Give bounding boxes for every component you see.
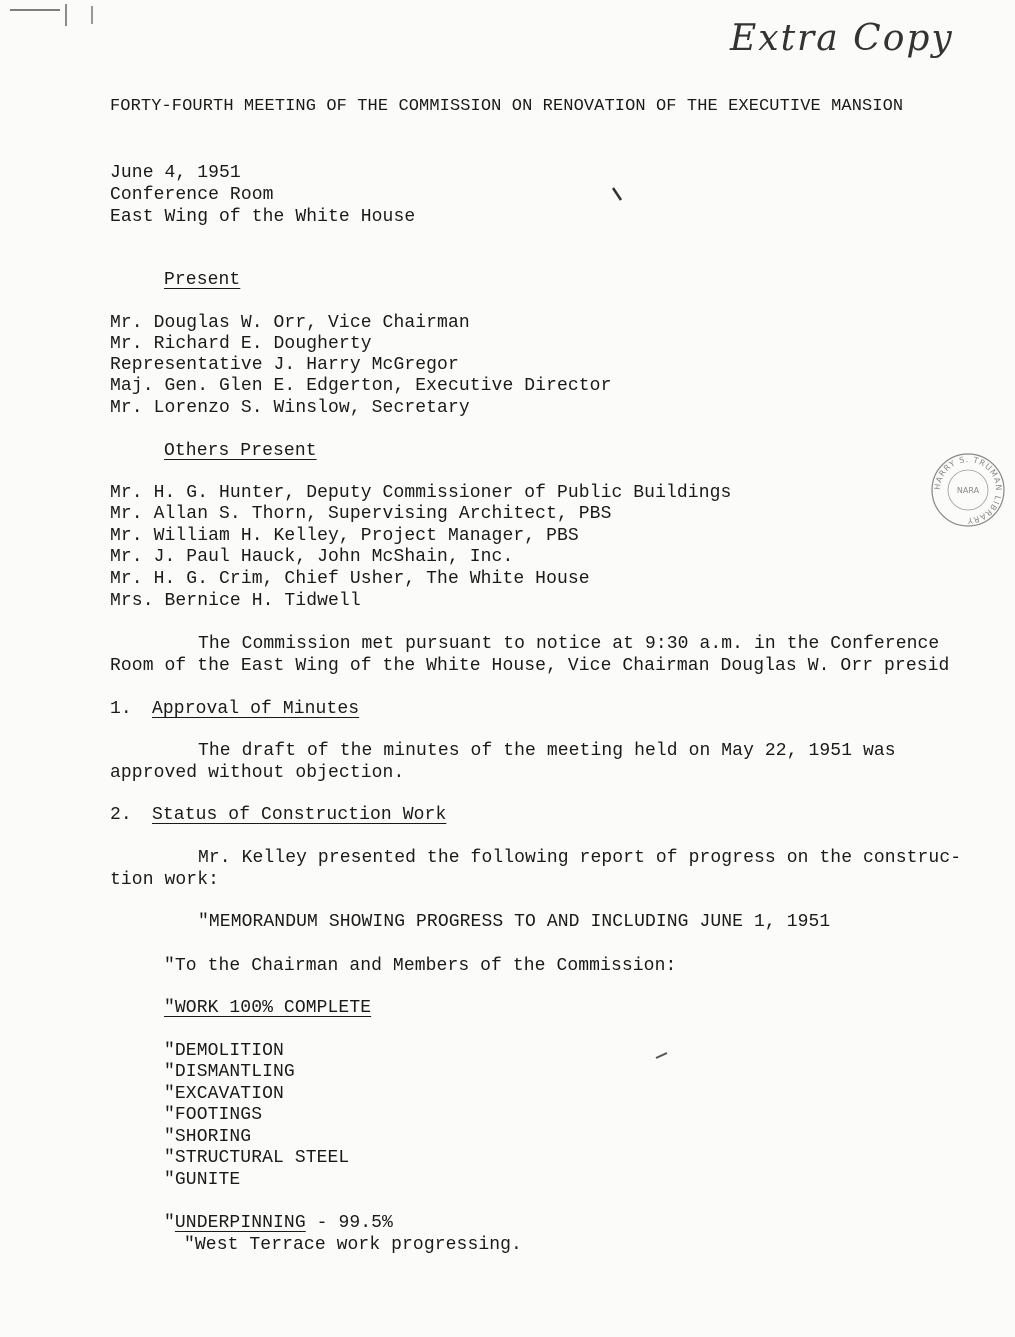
list-item: Mr. H. G. Hunter, Deputy Commissioner of Public Buildings (110, 483, 732, 503)
ink-dash-mark (654, 1050, 670, 1060)
memo-salutation: "To the Chairman and Members of the Commission: (164, 956, 677, 976)
library-stamp (930, 452, 1006, 528)
corner-ink-marks (0, 0, 110, 30)
section-2-number: 2. (110, 805, 132, 825)
section-1-line-1: The draft of the minutes of the meeting held on May 22, 1951 was (198, 741, 896, 761)
list-item: Mr. J. Paul Hauck, John McShain, Inc. (110, 547, 514, 567)
list-item: Maj. Gen. Glen E. Edgerton, Executive Director (110, 376, 612, 396)
list-item: Mr. Lorenzo S. Winslow, Secretary (110, 398, 470, 418)
list-item: "FOOTINGS (164, 1105, 263, 1125)
underpinning-note: "West Terrace work progressing. (184, 1235, 522, 1255)
list-item: "DISMANTLING (164, 1062, 295, 1082)
section-1-number: 1. (110, 699, 132, 719)
list-item: Mr. H. G. Crim, Chief Usher, The White House (110, 569, 590, 589)
underpinning-label: UNDERPINNING (174, 1213, 306, 1233)
section-1-line-2: approved without objection. (110, 763, 405, 783)
list-item: Mr. Allan S. Thorn, Supervising Architect, PBS (110, 504, 612, 524)
underpinning-line (164, 1212, 393, 1234)
list-item: Mr. Douglas W. Orr, Vice Chairman (110, 313, 470, 333)
meeting-place: East Wing of the White House (110, 207, 416, 227)
ink-tick-mark (610, 185, 626, 205)
list-item: "SHORING (164, 1127, 252, 1147)
stamp-ring-text: HARRY S. TRUMAN LIBRARY (932, 454, 1004, 526)
list-item: "STRUCTURAL STEEL (164, 1148, 350, 1168)
list-item: Representative J. Harry McGregor (110, 355, 459, 375)
list-item: "EXCAVATION (164, 1084, 284, 1104)
memo-title: "MEMORANDUM SHOWING PROGRESS TO AND INCLUDING JUNE 1, 1951 (198, 912, 831, 932)
underpinning-value: - 99.5% (305, 1213, 393, 1233)
list-item: "GUNITE (164, 1170, 241, 1190)
document-title: FORTY-FOURTH MEETING OF THE COMMISSION ON RENOVATION OF THE EXECUTIVE MANSION (110, 97, 904, 116)
list-item: Mrs. Bernice H. Tidwell (110, 591, 361, 611)
underpinning-quote: " (164, 1213, 175, 1233)
section-1-heading: Approval of Minutes (152, 699, 360, 719)
meeting-room: Conference Room (110, 185, 274, 205)
section-2-line-1: Mr. Kelley presented the following report of progress on the construc- (198, 848, 962, 868)
section-2-line-2: tion work: (110, 870, 220, 890)
stamp-center-text: NARA (956, 486, 980, 495)
work-complete-heading: "WORK 100% COMPLETE (164, 998, 372, 1018)
handwritten-annotation: Extra Copy (730, 18, 954, 59)
list-item: "DEMOLITION (164, 1041, 284, 1061)
meeting-date: June 4, 1951 (110, 163, 241, 183)
present-heading: Present (164, 270, 241, 290)
intro-line-1: The Commission met pursuant to notice at 9:30 a.m. in the Conference (198, 634, 940, 654)
list-item: Mr. Richard E. Dougherty (110, 334, 372, 354)
intro-line-2: Room of the East Wing of the White House, Vice Chairman Douglas W. Orr presid (110, 656, 950, 676)
section-2-heading: Status of Construction Work (152, 805, 447, 825)
list-item: Mr. William H. Kelley, Project Manager, PBS (110, 526, 579, 546)
others-present-heading: Others Present (164, 441, 317, 461)
